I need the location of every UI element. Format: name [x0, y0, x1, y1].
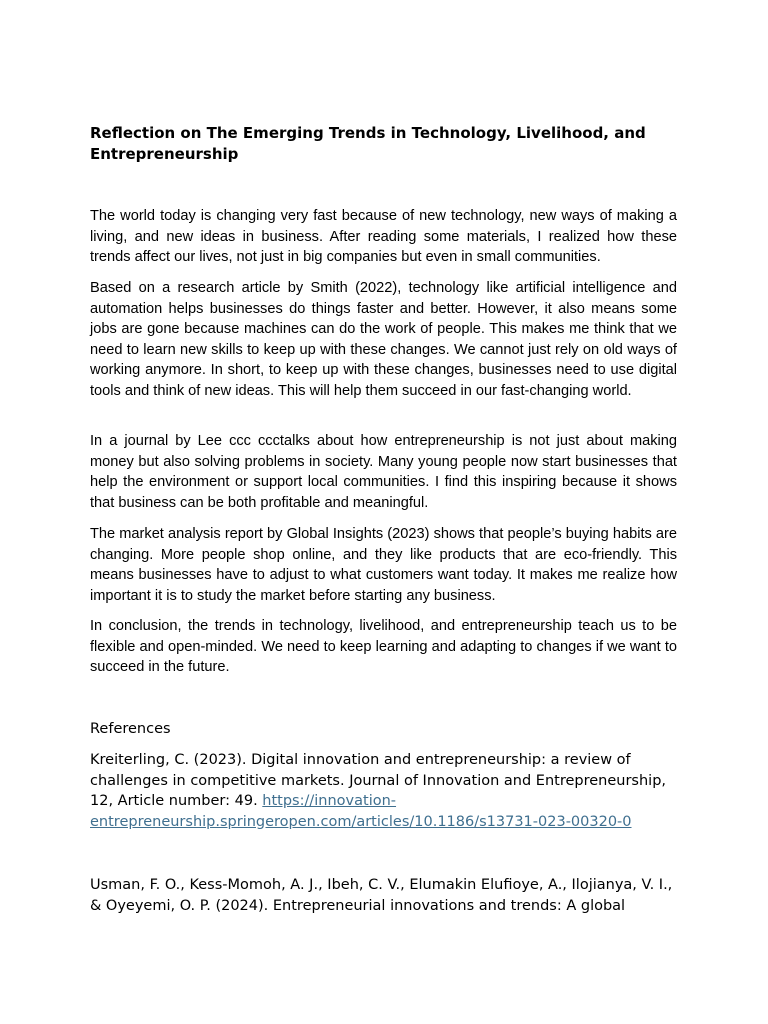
- references-heading: References: [90, 721, 171, 737]
- reference-item: [90, 750, 677, 832]
- paragraph-intro: The world today is changing very fast because of new technology, new ways of making a living, and new ideas in business. After reading some materials, I realized how these trends affect our lives, not just in big companies but even in small communities.: [90, 208, 677, 265]
- paragraph-market: The market analysis report by Global Insights (2023) shows that people’s buying habits are changing. More people shop online, and they like products that are eco-friendly. This means businesses have to adjust to what customers want today. It makes me realize how important it is to study the market before starting any business.: [90, 526, 677, 604]
- reference-item: [90, 875, 677, 916]
- reference-link[interactable]: https://innovation-entrepreneurship.springeropen.com/articles/10.1186/s13731-023-00320-0: [90, 793, 632, 830]
- document-title: Reflection on The Emerging Trends in Technology, Livelihood, and Entrepreneurship: [90, 124, 646, 163]
- paragraph-conclusion: In conclusion, the trends in technology, livelihood, and entrepreneurship teach us to be flexible and open-minded. We need to keep learning and adapting to changes if we want to succeed in the future.: [90, 618, 677, 675]
- reference-text: Kreiterling, C. (2023). Digital innovation and entrepreneurship: a review of challenges in competitive markets. Journal of Innovation and Entrepreneurship, 12, Article number: 49.: [90, 752, 667, 809]
- reference-text: Usman, F. O., Kess-Momoh, A. J., Ibeh, C. V., Elumakin Elufioye, A., Ilojianya, V. I., & Oyeyemi, O. P. (2024). Entrepreneurial innovations and trends: A global: [90, 877, 673, 914]
- paragraph-entrepreneurship: In a journal by Lee ccc ccctalks about how entrepreneurship is not just about making money but also solving problems in society. Many young people now start businesses that help the environment or support local communities. I find this inspiring because it shows that business can be both profitable and meaningful.: [90, 433, 677, 511]
- paragraph-technology: Based on a research article by Smith (2022), technology like artificial intelligence and automation helps businesses do things faster and better. However, it also means some jobs are gone because machines can do the work of people. This makes me think that we need to learn new skills to keep up with these changes. We cannot just rely on old ways of working anymore. In short, to keep up with these changes, businesses need to use digital tools and think of new ideas. This will help them succeed in our fast-changing world.: [90, 280, 677, 399]
